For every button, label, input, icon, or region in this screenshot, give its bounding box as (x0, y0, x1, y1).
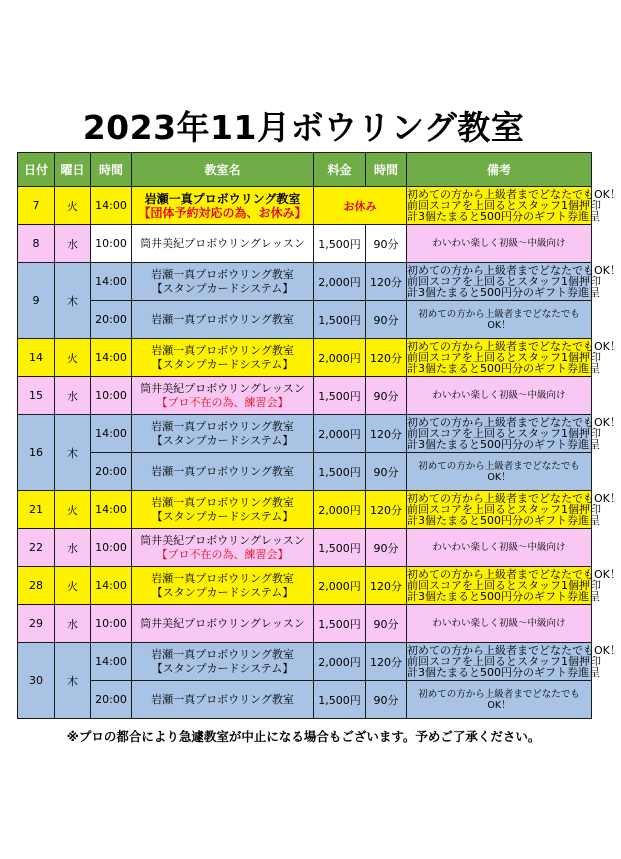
note-line: 初めての方から上級者までどなたでもOK！ (407, 188, 621, 201)
table-row (18, 681, 592, 719)
class-remark: 【スタンプカードシステム】 (151, 661, 294, 675)
cell-dow: 水 (55, 529, 91, 567)
cell-duration: 90分 (366, 453, 407, 491)
cell-day: 8 (18, 225, 55, 263)
cell-time: 14:00 (91, 567, 132, 605)
cell-notes: 初めての方から上級者までどなたでもOK！ (407, 681, 592, 719)
class-remark: 【スタンプカードシステム】 (151, 509, 294, 523)
class-remark: 【スタンプカードシステム】 (151, 281, 294, 295)
cell-class: 筒井美紀プロボウリングレッスン (132, 605, 314, 643)
cell-class (132, 567, 314, 605)
cell-duration: 120分 (366, 415, 407, 453)
cell-duration: 120分 (366, 567, 407, 605)
cell-fee: 1,500円 (314, 377, 366, 415)
header-day: 日付 (18, 153, 55, 187)
cell-fee: 2,000円 (314, 339, 366, 377)
cell-class: 岩瀬一真プロボウリング教室 (132, 301, 314, 339)
cell-closed: お休み (314, 187, 407, 225)
cell-day: 16 (18, 415, 55, 491)
cell-notes (407, 339, 621, 377)
cell-time: 20:00 (91, 681, 132, 719)
cell-notes (407, 187, 621, 225)
note-line: 前回スコアを上回るとスタッフ1個押印 (407, 655, 601, 668)
cell-class (132, 529, 314, 567)
note-line: 計3個たまると500円分のギフト券進呈 (407, 514, 600, 527)
note-line: 初めての方から上級者までどなたでもOK！ (407, 568, 621, 581)
table-row (18, 643, 592, 681)
cell-class: 岩瀬一真プロボウリング教室 (132, 453, 314, 491)
cell-fee: 1,500円 (314, 301, 366, 339)
table-row (18, 301, 592, 339)
table-row (18, 529, 592, 567)
note-line: 前回スコアを上回るとスタッフ1個押印 (407, 351, 601, 364)
class-remark: 【プロ不在の為、練習会】 (156, 547, 289, 561)
cell-fee: 2,000円 (314, 643, 366, 681)
table-row (18, 605, 592, 643)
cell-time: 14:00 (91, 643, 132, 681)
cell-time: 14:00 (91, 415, 132, 453)
cell-duration: 90分 (366, 301, 407, 339)
cell-class (132, 263, 314, 301)
header-time: 時間 (91, 153, 132, 187)
note-line: 前回スコアを上回るとスタッフ1個押印 (407, 199, 601, 212)
cell-fee: 1,500円 (314, 453, 366, 491)
class-remark: 【スタンプカードシステム】 (151, 585, 294, 599)
cell-fee: 2,000円 (314, 491, 366, 529)
header-row (18, 153, 592, 187)
note-line: 計3個たまると500円分のギフト券進呈 (407, 362, 600, 375)
class-remark: 【団体予約対応の為、お休み】 (138, 205, 307, 220)
table-row (18, 187, 592, 225)
cell-day: 21 (18, 491, 55, 529)
cell-notes (407, 263, 621, 301)
cell-dow: 水 (55, 605, 91, 643)
table-row (18, 339, 592, 377)
class-name: 岩瀬一真プロボウリング教室 (151, 419, 294, 433)
cell-dow: 火 (55, 567, 91, 605)
cell-class (132, 377, 314, 415)
schedule-table (17, 152, 621, 719)
cell-dow: 木 (55, 415, 91, 491)
cell-duration: 90分 (366, 605, 407, 643)
cell-class: 筒井美紀プロボウリングレッスン (132, 225, 314, 263)
class-name: 岩瀬一真プロボウリング教室 (151, 495, 294, 509)
cell-time: 10:00 (91, 225, 132, 263)
cell-notes (407, 567, 621, 605)
cell-day: 29 (18, 605, 55, 643)
cell-day: 9 (18, 263, 55, 339)
cell-notes: 初めての方から上級者までどなたでもOK！ (407, 453, 592, 491)
header-duration: 時間 (366, 153, 407, 187)
header-dow: 曜日 (55, 153, 91, 187)
note-line: 前回スコアを上回るとスタッフ1個押印 (407, 275, 601, 288)
cell-fee: 2,000円 (314, 263, 366, 301)
cell-time: 14:00 (91, 339, 132, 377)
class-remark: 【スタンプカードシステム】 (151, 433, 294, 447)
cell-notes: わいわい楽しく初級～中級向け (407, 605, 592, 643)
cell-notes (407, 415, 621, 453)
cell-day: 22 (18, 529, 55, 567)
class-name: 筒井美紀プロボウリングレッスン (140, 381, 305, 395)
cell-time: 14:00 (91, 491, 132, 529)
cell-class (132, 187, 314, 225)
cell-day: 30 (18, 643, 55, 719)
cell-time: 14:00 (91, 187, 132, 225)
class-remark: 【プロ不在の為、練習会】 (156, 395, 289, 409)
cell-duration: 90分 (366, 225, 407, 263)
cell-notes: わいわい楽しく初級～中級向け (407, 225, 592, 263)
cell-day: 28 (18, 567, 55, 605)
cell-fee: 2,000円 (314, 567, 366, 605)
cell-notes: わいわい楽しく初級～中級向け (407, 377, 592, 415)
cell-fee: 1,500円 (314, 225, 366, 263)
note-line: 前回スコアを上回るとスタッフ1個押印 (407, 427, 601, 440)
note-line: 計3個たまると500円分のギフト券進呈 (407, 286, 600, 299)
table-row (18, 415, 592, 453)
cell-class: 岩瀬一真プロボウリング教室 (132, 681, 314, 719)
cell-dow: 木 (55, 263, 91, 339)
cell-duration: 120分 (366, 491, 407, 529)
cell-duration: 90分 (366, 681, 407, 719)
cell-day: 14 (18, 339, 55, 377)
cell-dow: 火 (55, 187, 91, 225)
cell-duration: 120分 (366, 339, 407, 377)
cell-fee: 1,500円 (314, 529, 366, 567)
footnote: ※プロの都合により急遽教室が中止になる場合もございます。予めご了承ください。 (66, 729, 541, 744)
cell-duration: 120分 (366, 263, 407, 301)
cell-time: 10:00 (91, 605, 132, 643)
cell-dow: 火 (55, 339, 91, 377)
cell-dow: 火 (55, 491, 91, 529)
note-line: 初めての方から上級者までどなたでもOK！ (407, 340, 621, 353)
table-row (18, 377, 592, 415)
note-line: 前回スコアを上回るとスタッフ1個押印 (407, 503, 601, 516)
cell-duration: 90分 (366, 377, 407, 415)
cell-notes (407, 491, 621, 529)
cell-dow: 水 (55, 377, 91, 415)
page-title: 2023年11月ボウリング教室 (82, 108, 525, 147)
class-name: 筒井美紀プロボウリングレッスン (140, 533, 305, 547)
cell-notes: 初めての方から上級者までどなたでもOK！ (407, 301, 592, 339)
table-row (18, 491, 592, 529)
cell-fee: 1,500円 (314, 681, 366, 719)
note-line: 計3個たまると500円分のギフト券進呈 (407, 210, 600, 223)
cell-time: 10:00 (91, 529, 132, 567)
header-notes: 備考 (407, 153, 592, 187)
cell-class (132, 415, 314, 453)
note-line: 初めての方から上級者までどなたでもOK！ (407, 264, 621, 277)
header-class: 教室名 (132, 153, 314, 187)
cell-class (132, 643, 314, 681)
table-row (18, 225, 592, 263)
cell-duration: 90分 (366, 529, 407, 567)
cell-time: 10:00 (91, 377, 132, 415)
header-fee: 料金 (314, 153, 366, 187)
cell-dow: 木 (55, 643, 91, 719)
cell-notes: わいわい楽しく初級～中級向け (407, 529, 592, 567)
cell-dow: 水 (55, 225, 91, 263)
class-name: 岩瀬一真プロボウリング教室 (151, 571, 294, 585)
class-name: 岩瀬一真プロボウリング教室 (151, 343, 294, 357)
class-remark: 【スタンプカードシステム】 (151, 357, 294, 371)
cell-class (132, 339, 314, 377)
cell-time: 14:00 (91, 263, 132, 301)
note-line: 初めての方から上級者までどなたでもOK！ (407, 416, 621, 429)
class-name: 岩瀬一真プロボウリング教室 (151, 267, 294, 281)
class-name: 岩瀬一真プロボウリング教室 (151, 647, 294, 661)
cell-duration: 120分 (366, 643, 407, 681)
cell-fee: 1,500円 (314, 605, 366, 643)
cell-time: 20:00 (91, 453, 132, 491)
cell-day: 15 (18, 377, 55, 415)
note-line: 計3個たまると500円分のギフト券進呈 (407, 666, 600, 679)
note-line: 計3個たまると500円分のギフト券進呈 (407, 590, 600, 603)
table-row (18, 263, 592, 301)
note-line: 初めての方から上級者までどなたでもOK！ (407, 644, 621, 657)
note-line: 初めての方から上級者までどなたでもOK！ (407, 492, 621, 505)
cell-class (132, 491, 314, 529)
note-line: 計3個たまると500円分のギフト券進呈 (407, 438, 600, 451)
note-line: 前回スコアを上回るとスタッフ1個押印 (407, 579, 601, 592)
table-row (18, 453, 592, 491)
table-row (18, 567, 592, 605)
cell-time: 20:00 (91, 301, 132, 339)
cell-notes (407, 643, 621, 681)
class-name: 岩瀬一真プロボウリング教室 (144, 191, 301, 206)
cell-fee: 2,000円 (314, 415, 366, 453)
cell-day: 7 (18, 187, 55, 225)
